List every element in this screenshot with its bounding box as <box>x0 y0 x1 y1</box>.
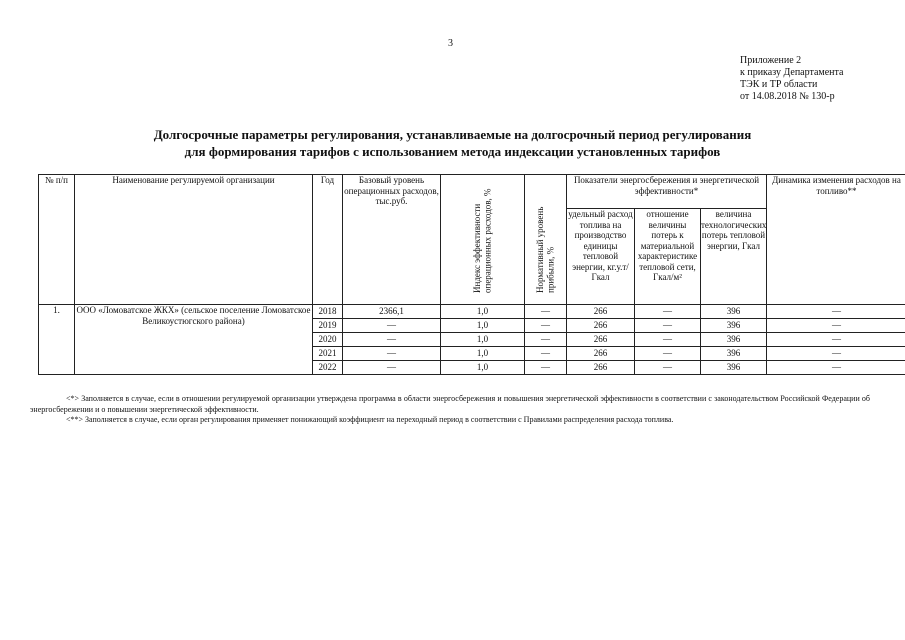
appendix-line: Приложение 2 <box>740 55 802 66</box>
cell-profit: — <box>525 361 567 375</box>
title-line: для формирования тарифов с использованием метода индексации установленных тарифов <box>184 144 721 159</box>
cell-year: 2020 <box>313 333 343 347</box>
cell-fuel: 266 <box>567 319 635 333</box>
cell-profit: — <box>525 333 567 347</box>
cell-index: 1,0 <box>441 319 525 333</box>
header-organization: Наименование регулируемой организации <box>75 175 313 305</box>
footnote: <**> Заполняется в случае, если орган регулирования применяет понижающий коэффициент на переходный период в соответствии с Правилами распределения расхода топлива. <box>66 415 674 424</box>
cell-dynamics: — <box>767 333 905 347</box>
row-number: 1. <box>39 305 75 375</box>
header-efficiency-index-text: Индекс эффективности операционных расходов, % <box>472 188 493 293</box>
cell-losses: 396 <box>701 305 767 319</box>
cell-year: 2022 <box>313 361 343 375</box>
cell-base: — <box>343 333 441 347</box>
cell-losses: 396 <box>701 319 767 333</box>
header-year: Год <box>313 175 343 305</box>
header-profit-level <box>525 175 567 305</box>
cell-losses: 396 <box>701 347 767 361</box>
cell-fuel: 266 <box>567 361 635 375</box>
footnote: <*> Заполняется в случае, если в отношении регулируемой организации утверждена программа в области энергосбережения и повышения энергетической эффективности в соответствии с законодательством Российской Федерации об энергосбережении и о повышении энергетической эффективности. <box>30 394 870 414</box>
cell-fuel: 266 <box>567 305 635 319</box>
cell-base: — <box>343 319 441 333</box>
page-number: 3 <box>448 38 453 49</box>
cell-losses: 396 <box>701 361 767 375</box>
cell-losses: 396 <box>701 333 767 347</box>
organization-name: ООО «Ломоватское ЖКХ» (сельское поселение Ломоватское Великоустюгского района) <box>75 305 313 375</box>
cell-base: 2366,1 <box>343 305 441 319</box>
cell-fuel: 266 <box>567 333 635 347</box>
header-base-expenses: Базовый уровень операционных расходов, тыс.руб. <box>343 175 441 305</box>
appendix-line: от 14.08.2018 № 130-р <box>740 91 835 102</box>
appendix-line: ТЭК и ТР области <box>740 79 818 90</box>
cell-index: 1,0 <box>441 361 525 375</box>
cell-dynamics: — <box>767 305 905 319</box>
cell-year: 2021 <box>313 347 343 361</box>
header-indicators: Показатели энергосбережения и энергетической эффективности* <box>567 175 767 209</box>
appendix-line: к приказу Департамента <box>740 67 844 78</box>
cell-profit: — <box>525 305 567 319</box>
title-line: Долгосрочные параметры регулирования, устанавливаемые на долгосрочный период регулирования <box>153 127 752 142</box>
header-technological-losses: величина технологических потерь тепловой энергии, Гкал <box>701 209 767 305</box>
cell-ratio: — <box>635 333 701 347</box>
cell-index: 1,0 <box>441 347 525 361</box>
cell-ratio: — <box>635 347 701 361</box>
cell-profit: — <box>525 319 567 333</box>
header-efficiency-index <box>441 175 525 305</box>
cell-base: — <box>343 361 441 375</box>
cell-base: — <box>343 347 441 361</box>
header-loss-ratio: отношение величины потерь к материальной характеристике тепловой сети, Гкал/м² <box>635 209 701 305</box>
cell-profit: — <box>525 347 567 361</box>
cell-fuel: 266 <box>567 347 635 361</box>
document-title <box>0 126 905 160</box>
cell-ratio: — <box>635 361 701 375</box>
header-fuel-dynamics: Динамика изменения расходов на топливо** <box>767 175 905 305</box>
cell-index: 1,0 <box>441 333 525 347</box>
header-fuel-consumption: удельный расход топлива на производство единицы тепловой энергии, кг.у.т/Гкал <box>567 209 635 305</box>
parameters-table <box>38 174 905 375</box>
cell-year: 2019 <box>313 319 343 333</box>
appendix-block <box>740 55 843 103</box>
cell-dynamics: — <box>767 347 905 361</box>
cell-year: 2018 <box>313 305 343 319</box>
footnotes <box>30 394 870 426</box>
header-profit-level-text: Нормативный уровень прибыли, % <box>535 206 556 293</box>
cell-ratio: — <box>635 305 701 319</box>
cell-index: 1,0 <box>441 305 525 319</box>
table-row <box>39 305 905 319</box>
cell-ratio: — <box>635 319 701 333</box>
header-number: № п/п <box>39 175 75 305</box>
cell-dynamics: — <box>767 361 905 375</box>
cell-dynamics: — <box>767 319 905 333</box>
